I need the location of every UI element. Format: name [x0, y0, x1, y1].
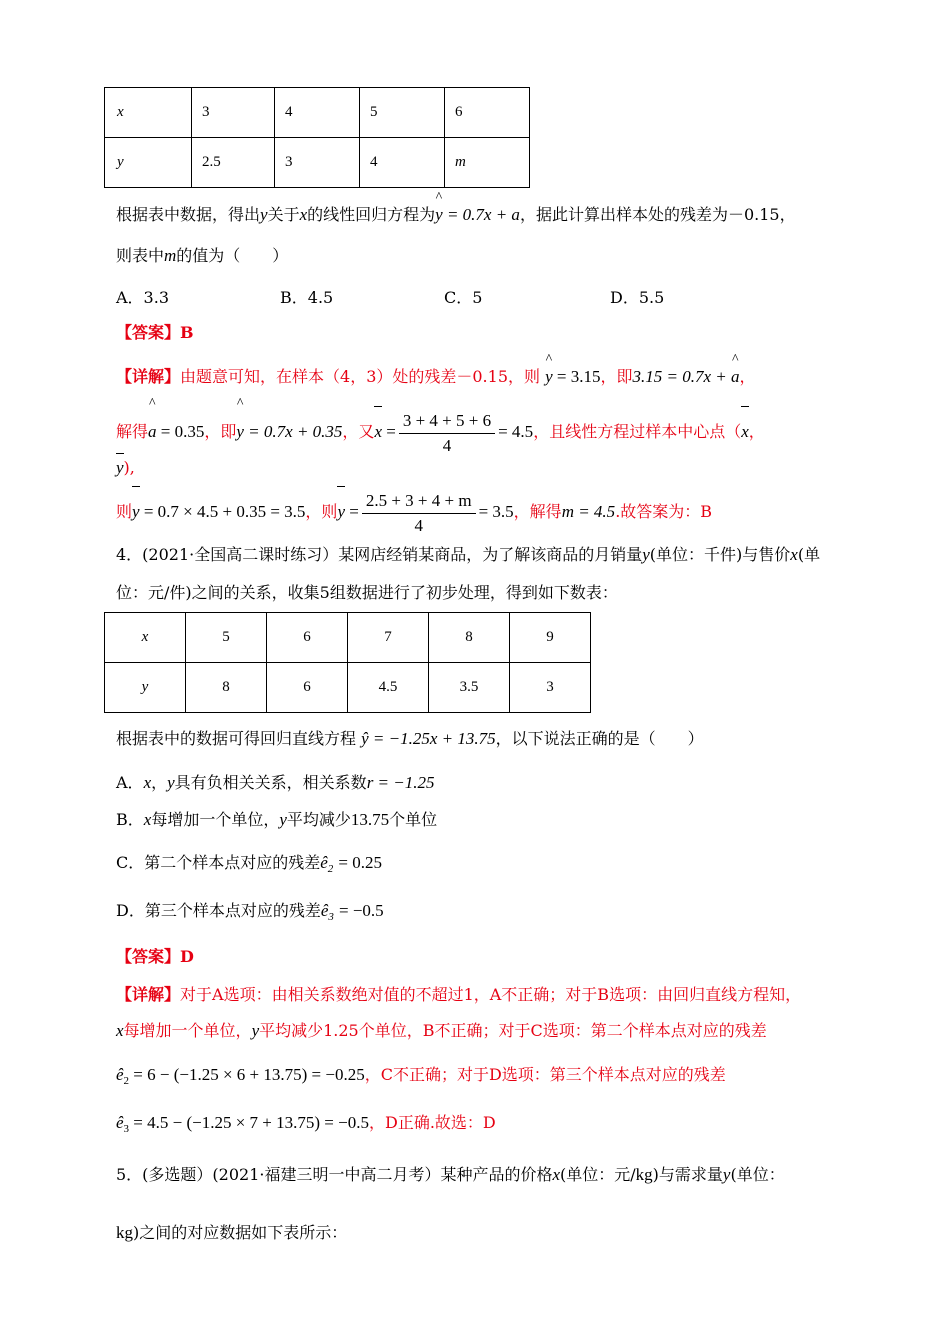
- text: ，解得: [513, 502, 562, 521]
- var-y: y: [279, 810, 287, 829]
- var-y: y: [251, 1021, 260, 1040]
- math: r = −1.25: [366, 773, 435, 792]
- fraction-numerator: 3 + 4 + 5 + 6: [399, 411, 495, 434]
- regression-equation: = 0.7x + a: [446, 205, 520, 224]
- fraction-numerator: 2.5 + 3 + 4 + m: [362, 491, 476, 514]
- table-cell: y: [105, 663, 186, 713]
- hat-mark: ^: [731, 352, 739, 367]
- q4-option-b: [116, 809, 437, 831]
- text: 由题意可知，在样本（4，3）处的残差－0.15，则: [180, 367, 541, 386]
- q5-stem-line2: [116, 1222, 347, 1244]
- text: 平均减少1.25个单位，B不正确；对于C选项：第二个样本点对应的残差: [259, 1021, 767, 1040]
- text: C．第二个样本点对应的残差: [116, 853, 321, 872]
- question-stem: [116, 190, 796, 226]
- text: 则表中: [116, 246, 165, 265]
- var-y: y: [545, 367, 553, 386]
- table-row: [105, 663, 591, 713]
- table-cell: m: [445, 138, 530, 188]
- table-row: [105, 613, 591, 663]
- var-y-bar: y: [337, 502, 345, 521]
- q4-option-d: [116, 900, 384, 928]
- var-x-bar: x: [741, 422, 749, 441]
- text: (单位：千件)与售价: [649, 545, 791, 564]
- text: ，即: [600, 367, 633, 386]
- var-y: y: [167, 773, 175, 792]
- text: 根据表中数据，得出: [116, 205, 261, 224]
- var-e-hat: ê: [320, 901, 329, 920]
- regression-equation: ŷ = −1.25x + 13.75: [361, 729, 496, 748]
- table-cell: 4: [275, 88, 360, 138]
- subscript: 2: [327, 863, 334, 875]
- table-cell: 5: [360, 88, 445, 138]
- text: ，即: [204, 422, 237, 441]
- text: ，: [151, 773, 168, 792]
- option-c: C．5: [444, 288, 483, 307]
- subscript: 3: [123, 1123, 130, 1135]
- option-a: A．3.3: [116, 288, 170, 307]
- var-x: x: [116, 1021, 124, 1040]
- table-cell: x: [105, 613, 186, 663]
- var-e-hat: ê: [116, 1113, 124, 1132]
- table-cell: y: [105, 138, 192, 188]
- text: 的线性回归方程为: [307, 205, 436, 224]
- text: ，以下说法正确的是（ ）: [495, 729, 704, 748]
- math: 3.15 = 0.7x +: [632, 367, 727, 386]
- table-cell: 9: [510, 613, 591, 663]
- answer: 【答案】B: [116, 323, 194, 342]
- fraction-denominator: 4: [414, 515, 423, 535]
- detail-label: 【详解】: [116, 985, 181, 1004]
- q4-detail-line-4: [116, 1112, 496, 1140]
- hat-mark: ^: [236, 396, 244, 411]
- var-x: x: [790, 545, 798, 564]
- text: ，且线性方程过样本中心点（: [533, 422, 742, 441]
- math: = 4.5 − (−1.25 × 7 + 13.75) = −0.5: [133, 1113, 369, 1132]
- math: = 0.35: [160, 422, 205, 441]
- var-y: y: [642, 545, 650, 564]
- var-a: a: [731, 367, 740, 386]
- table-cell: x: [105, 88, 192, 138]
- text: (单: [797, 545, 821, 564]
- text: 关于: [267, 205, 300, 224]
- text: 的值为（ ）: [176, 246, 289, 265]
- text: D．第三个样本点对应的残差: [116, 901, 321, 920]
- math: = 0.25: [338, 853, 382, 872]
- math: = 6 − (−1.25 × 6 + 13.75) = −0.25: [133, 1065, 365, 1084]
- var-m: m: [164, 246, 177, 265]
- var-x: x: [143, 810, 152, 829]
- table-cell: 6: [445, 88, 530, 138]
- text: ，又: [342, 422, 375, 441]
- fraction-denominator: 4: [442, 435, 452, 455]
- table-cell: 4.5: [348, 663, 429, 713]
- text: B．: [116, 810, 144, 829]
- math: = 3.5: [478, 502, 514, 521]
- subscript: 3: [328, 911, 334, 923]
- var-x: x: [299, 205, 308, 224]
- text: ，C不正确；对于D选项：第三个样本点对应的残差: [364, 1065, 726, 1084]
- q4-option-a: [116, 772, 435, 794]
- table-cell: 3: [275, 138, 360, 188]
- table-cell: 2.5: [192, 138, 275, 188]
- q4-question: [116, 728, 704, 750]
- q4-detail-line-2: [116, 1020, 767, 1042]
- text: 个单位: [389, 810, 438, 829]
- table-cell: 4: [360, 138, 445, 188]
- var-e-hat: ê: [116, 1065, 124, 1084]
- text: ，则: [305, 502, 338, 521]
- var-a: a: [148, 422, 157, 441]
- question-stem-line2: [116, 245, 288, 267]
- q4-detail-line-1: [116, 984, 801, 1006]
- text: 5．(多选题）(2021·福建三明一中高二月考）某种产品的价格: [116, 1165, 553, 1184]
- table-cell: 3: [510, 663, 591, 713]
- text: 每增加一个单位，: [123, 1021, 252, 1040]
- var-x: x: [143, 773, 152, 792]
- q4-detail-line-3: [116, 1064, 726, 1092]
- text: 每增加一个单位，: [151, 810, 280, 829]
- text: ),: [123, 458, 135, 477]
- text: ，D正确.故选：D: [368, 1113, 496, 1132]
- var-y-bar: y: [132, 502, 140, 521]
- math: = 4.5: [498, 422, 534, 441]
- q5-stem-line1: [116, 1164, 785, 1186]
- text: (单位：: [730, 1165, 785, 1184]
- unit: kg: [116, 1223, 133, 1242]
- detail-line-1: 【详解】由题意可知，在样本（4，3）处的残差－0.15，则 ^ y = 3.15，即3.15 = 0.7x + ^ a，: [116, 352, 756, 386]
- table-cell: 5: [186, 613, 267, 663]
- unit: kg: [635, 1165, 653, 1184]
- var-e-hat: ê: [320, 853, 328, 872]
- q4-stem-line2: 位：元/件)之间的关系，收集5组数据进行了初步处理，得到如下数表：: [116, 583, 618, 602]
- text: 4．(2021·全国高二课时练习）某网店经销某商品，为了解该商品的月销量: [116, 545, 643, 564]
- hat-mark: ^: [148, 396, 156, 411]
- var-y: y: [260, 205, 268, 224]
- text: .故答案为：B: [615, 502, 713, 521]
- var-x-bar: x: [374, 422, 382, 441]
- subscript: 2: [123, 1075, 130, 1087]
- table-cell: 6: [267, 613, 348, 663]
- text: ，据此计算出样本处的残差为－0.15，: [519, 205, 796, 224]
- var-y: y: [236, 422, 244, 441]
- text: )之间的对应数据如下表所示：: [133, 1223, 348, 1242]
- text: (单位：元/: [560, 1165, 636, 1184]
- var-y-bar: y: [116, 458, 124, 477]
- var-y: y: [435, 205, 443, 224]
- text: 对于A选项：由相关系数绝对值的不超过1，A不正确；对于B选项：由回归直线方程知，: [180, 985, 802, 1004]
- math: = 0.7 × 4.5 + 0.35 = 3.5: [143, 502, 306, 521]
- table-cell: 8: [429, 613, 510, 663]
- text: 具有负相关关系，相关系数: [174, 773, 367, 792]
- var-y: y: [722, 1165, 731, 1184]
- text: 平均减少: [286, 810, 351, 829]
- answer: 【答案】D: [116, 947, 194, 966]
- math: m = 4.5: [561, 502, 616, 521]
- table-cell: 8: [186, 663, 267, 713]
- math: = 0.7x + 0.35: [248, 422, 343, 441]
- text: )与需求量: [652, 1165, 723, 1184]
- detail-label: 【详解】: [116, 367, 181, 386]
- detail-line-2: 解得 ^ a = 0.35，即 ^ y = 0.7x + 0.35，又 x = $\frac{3 + 4 + 5 + 6}{4}$ = 4.5，且线性方程过样本中心点（ x，: [116, 396, 765, 455]
- table-cell: 7: [348, 613, 429, 663]
- text: 则: [116, 502, 133, 521]
- table-cell: 3.5: [429, 663, 510, 713]
- table-row: [105, 88, 530, 138]
- hat-mark: ^: [545, 352, 553, 367]
- var-x: x: [552, 1165, 561, 1184]
- text: 解得: [116, 422, 149, 441]
- data-table-2: [104, 612, 591, 713]
- text: 根据表中的数据可得回归直线方程: [116, 729, 357, 748]
- detail-line-4: 则 y = 0.7 × 4.5 + 0.35 = 3.5，则 y = $\frac{2.5 + 3 + 4 + m}{4}$ = 3.5，解得m = 4.5.故答案为：B: [116, 490, 712, 536]
- q4-option-c: [116, 852, 382, 880]
- math: 13.75: [350, 810, 390, 829]
- data-table-1: [104, 87, 530, 188]
- detail-line-3: [116, 457, 135, 479]
- q4-stem-line1: [116, 544, 820, 566]
- table-cell: 6: [267, 663, 348, 713]
- table-row: [105, 138, 530, 188]
- math: = 3.15: [556, 367, 601, 386]
- option-d: D．5.5: [610, 288, 665, 307]
- text: A．: [116, 773, 144, 792]
- option-b: B．4.5: [280, 288, 334, 307]
- hat-mark: ^: [435, 190, 443, 205]
- math: = −0.5: [338, 901, 384, 920]
- table-cell: 3: [192, 88, 275, 138]
